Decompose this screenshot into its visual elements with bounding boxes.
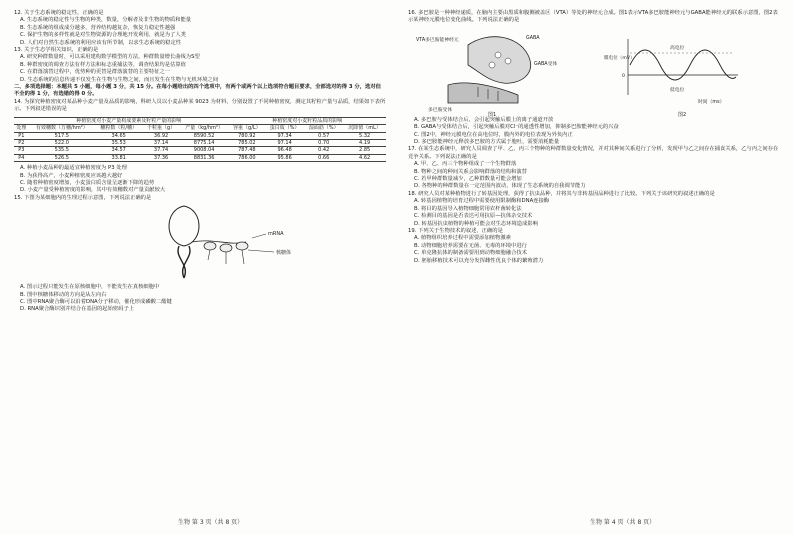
q16-option-c: C. 图2中，神经元膜电位在高电位时，膜内外的电位表现为外负内正 [414, 131, 573, 138]
q15-option-d: D. RNA聚合酶识别并结合在基因的起始密码子上 [20, 306, 135, 313]
q18-option-b: B. 将目的基因导入植物细胞常用农杆菌转化法 [414, 205, 522, 212]
vesicle [495, 52, 501, 58]
q19-option-b: B. 动物细胞培养需要在无菌、无毒的环境中进行 [414, 242, 527, 249]
q13-option-b: B. 种群密度的调查方法有样方法和标志重捕法等，调查结果均是估算值 [20, 61, 186, 68]
table-cell: 34.57 [95, 147, 143, 154]
q17-option-d: D. 各物种的种群数量在一定范围内波动，体现了生态系统的自我调节能力 [414, 183, 586, 190]
table-cell: 8590.52 [180, 132, 229, 139]
q19-option-a: A. 植物组织培养过程中需要添加植物激素 [414, 235, 511, 242]
vesicle [505, 58, 511, 64]
table-cell: P4 [14, 154, 29, 161]
q15-option-a: A. 图示过程只能发生在原核细胞中，不能发生在真核细胞中 [20, 284, 160, 291]
table-cell: 0.66 [304, 154, 343, 161]
question-17: 17. 在某生态系统中，研究人员调查了甲、乙、丙三个物种的种群数量变化情况，并对其种间关系进行了分析，发现甲与乙之间存在捕食关系，乙与丙之间存在竞争关系。下列说法正确的是 [408, 146, 779, 160]
table-cell: 787.48 [229, 147, 265, 154]
table-row [14, 147, 386, 154]
table-corner [14, 117, 29, 124]
table-cell: 8831.36 [180, 154, 229, 161]
fig1-label-da-receptor: 多巴胺受体 [428, 107, 452, 113]
q15-option-c: C. 图中RNA聚合酶可以沿着DNA分子移动，催化形成磷酸二酯键 [20, 298, 172, 305]
figure-1-synapse [416, 35, 557, 117]
q17-option-b: B. 物种之间的种间关系会影响群落的结构和演替 [414, 168, 527, 175]
fig1-label-gaba: GABA [526, 35, 540, 41]
table-cell: 4.19 [343, 139, 386, 146]
q14-option-a: A. 种植小麦品种的最适宜种植密度为 P3 处理 [20, 165, 127, 172]
table-cell: 0.57 [304, 132, 343, 139]
table-cell: 34.65 [95, 132, 143, 139]
fig2-label-low: 低电位 [670, 87, 685, 93]
question-18: 18. 研究人员对某种植物进行了转基因处理，获得了抗虫品种，并将其与非转基因品种进行了比较。下列关于该研究的叙述正确的是 [408, 190, 715, 197]
fig2-curve [630, 50, 736, 80]
question-19: 19. 下列关于生物技术的叙述，正确的是 [408, 227, 503, 234]
table-cell: 786.00 [229, 154, 265, 161]
table-cell: 37.74 [142, 147, 179, 154]
postsynaptic-neuron [448, 83, 518, 103]
q12-option-a: A. 生态系统的稳定性与生物的种类，数量，分解者及非生物的物质和能量 [20, 17, 192, 24]
ribosome [220, 244, 232, 252]
q16-option-d: D. 多巴胺能神经元释放多巴胺的方式属于胞吐，需要消耗能量 [414, 139, 560, 146]
page-footer-left: 生物 第 3 页（共 8 页） [178, 519, 244, 526]
table-cell: 97.14 [265, 139, 304, 146]
table-header: 有效穗数（万穗/hm²） [29, 125, 95, 132]
q17-option-c: C. 若甲种群数量减少，乙种群数量可能会增加 [414, 176, 522, 183]
table-cell: 0.42 [304, 147, 343, 154]
leader-line [248, 250, 274, 252]
q15-figure [14, 202, 386, 284]
table-row [14, 139, 386, 146]
table-cell: 2.85 [343, 147, 386, 154]
leader-line [252, 234, 266, 238]
dna-strand-2 [183, 246, 190, 278]
question-16: 16. 多巴胺是一种神经递质，在脑内主要由黑质和腹侧被盖区（VTA）等处的神经元合成。图1表示VTA多巴胺能神经元与GABA能神经元的联系示意图，图2表示某神经元膜电位变化曲线。下列说法正确的是 [408, 10, 778, 24]
q17-option-a: A. 甲、乙、丙三个物种组成了一个生物群落 [414, 161, 517, 168]
presynaptic-terminal [468, 37, 531, 84]
q15-option-b: B. 图中核糖体移动的方向是从左向右 [20, 291, 107, 298]
transcription-translation-diagram [14, 202, 386, 284]
table-cell: 36.92 [142, 132, 179, 139]
fig1-label-gaba-receptor: GABA受体 [534, 61, 558, 67]
q13-option-c: C. 在群落演替过程中，优势种的更替是群落演替的主要特征之一 [20, 69, 171, 76]
table-cell: 9008.04 [180, 147, 229, 154]
fig1-label-vta: VTA多巴胺能神经元 [416, 37, 459, 43]
section-heading-multiple-choice: 二、多项选择题：本题共 5 小题，每小题 3 分，共 15 分。在每小题给出的四个选项中，有两个或两个以上选项符合题目要求，全部选对的得 3 分，选对但不全的得 1 分，有选错的得 0 分。 [14, 84, 381, 98]
fig2-xlabel: 时间（ms） [698, 99, 725, 105]
right-column [408, 10, 780, 265]
table-cell: 522.0 [29, 139, 95, 146]
q13-option-d: D. 生态系统的信息传递不仅发生在生物与生物之间，而且发生在生物与无机环境之间 [20, 76, 219, 83]
table-cell: P1 [14, 132, 29, 139]
table-header: 处理 [14, 125, 29, 132]
table-cell: 0.70 [304, 139, 343, 146]
q16-option-a: A. 多巴胺与受体结合后，会引起突触后膜上的离子通道开放 [414, 116, 554, 123]
table-row [14, 154, 386, 161]
table-header: 产量（kg/hm²） [180, 125, 229, 132]
table-cell: 8775.14 [180, 139, 229, 146]
left-column [14, 10, 386, 314]
q19-option-c: C. 单克隆抗体的制备需要用到动物细胞融合技术 [414, 250, 528, 257]
q14-table [14, 117, 386, 162]
table-cell: P3 [14, 147, 29, 154]
table-cell: 4.62 [343, 154, 386, 161]
ribosome [204, 242, 216, 250]
table-cell: 95.86 [265, 154, 304, 161]
table-cell: 535.5 [29, 147, 95, 154]
table-header: 穗粒数（粒/穗） [95, 125, 143, 132]
figure-2-membrane-potential [604, 39, 738, 117]
table-header: 湿面筋（%） [304, 125, 343, 132]
mrna-label: mRNA [268, 231, 284, 238]
fig2-label-high: 高电位 [670, 45, 685, 51]
ribosome [236, 242, 248, 250]
table-cell: 785.02 [229, 139, 265, 146]
table-cell: 526.5 [29, 154, 95, 161]
fig2-ylabel: 膜电位（mV） [604, 55, 635, 61]
table-header: 容重（g/L） [229, 125, 265, 132]
question-14: 14. 为探究种植密度对某品种小麦产量及品质的影响，科研人员以小麦品种某 9023 为材料，分别设置了不同种植密度，测定其籽粒产量与品质，结果如下表所示。下列叙述错误的是 [14, 98, 386, 113]
vesicle [489, 62, 495, 68]
fig2-caption: 图2 [678, 111, 687, 117]
table-header: 千粒重（g） [142, 125, 179, 132]
q12-option-c: C. 保护生物的多样性就是对生物资源的合理地开发利用，就是为了人类 [20, 32, 186, 39]
q18-option-d: D. 转基因抗虫植物的种植可能会对生态环境造成影响 [414, 220, 538, 227]
table-cell: 780.92 [229, 132, 265, 139]
table-header: 蛋白质（%） [265, 125, 304, 132]
page-footer-right: 生物 第 4 页（共 8 页） [590, 519, 656, 526]
table-cell: 96.48 [265, 147, 304, 154]
table-row [14, 132, 386, 139]
q14-option-c: C. 随着种植密度增加，小麦蛋白质含量呈逐渐下降的趋势 [20, 179, 155, 186]
q13-option-a: A. 研究种群数量时，可以采用建构数学模型的方法，种群数量增长曲线为S型 [20, 54, 200, 61]
table-header: 沉降值（mL） [343, 125, 386, 132]
q16-option-b: B. GABA与受体结合后，引起突触后膜对Cl⁻的通透性增加，抑制多巴胺能神经元的兴奋 [414, 124, 619, 131]
table-cell: 33.81 [95, 154, 143, 161]
table-group-header: 种植密度对小麦籽粒品质的影响 [229, 117, 386, 124]
q18-option-a: A. 转基因植物的培育过程中需要使用限制酶和DNA连接酶 [414, 198, 550, 205]
polypeptide [208, 250, 244, 264]
table-cell: 5.32 [343, 132, 386, 139]
dna-strand [178, 246, 185, 278]
question-12: 12. 关于生态系统的稳定性，正确的是 [14, 10, 104, 16]
table-cell: 35.53 [95, 139, 143, 146]
left-block1 [14, 10, 386, 84]
q16-figures [408, 25, 780, 117]
q14-option-d: D. 小麦产量受种植密度的影响，其中有效穗数对产量贡献较大 [20, 187, 166, 194]
q12-option-b: B. 生态系统的组成成分越多，营养结构越复杂，恢复力稳定性越强 [20, 24, 176, 31]
q12-option-d: D. 人们对自然生态系统的利用应该有所节制，以求生态系统的稳定性 [20, 39, 182, 46]
fig2-y0: 0 [622, 73, 625, 79]
dna-loop [169, 206, 199, 246]
table-cell: 37.36 [142, 154, 179, 161]
question-15: 15. 下图为某细胞内的生理过程示意图，下列说法正确的是 [14, 194, 152, 201]
q19-option-d: D. 胚胎移植技术可以充分发挥雌性优良个体的繁殖潜力 [414, 257, 544, 264]
q18-option-c: C. 检测目的基因是否表达可用抗原—抗体杂交技术 [414, 213, 533, 220]
fig1-caption: 图1 [488, 111, 497, 117]
q14-option-b: B. 为获得高产，小麦种植密度应该越大越好 [20, 172, 123, 179]
table-group-header: 种植密度对小麦产量构成要素及籽粒产量的影响 [29, 117, 229, 124]
table-cell: 517.5 [29, 132, 95, 139]
ribosome-label: 核糖体 [276, 250, 292, 257]
table-cell: 37.14 [142, 139, 179, 146]
table-cell: P2 [14, 139, 29, 146]
table-cell: 97.34 [265, 132, 304, 139]
question-13: 13. 关于生态学相关知识，正确的是 [14, 47, 99, 54]
q16-figure-svg [408, 25, 780, 117]
